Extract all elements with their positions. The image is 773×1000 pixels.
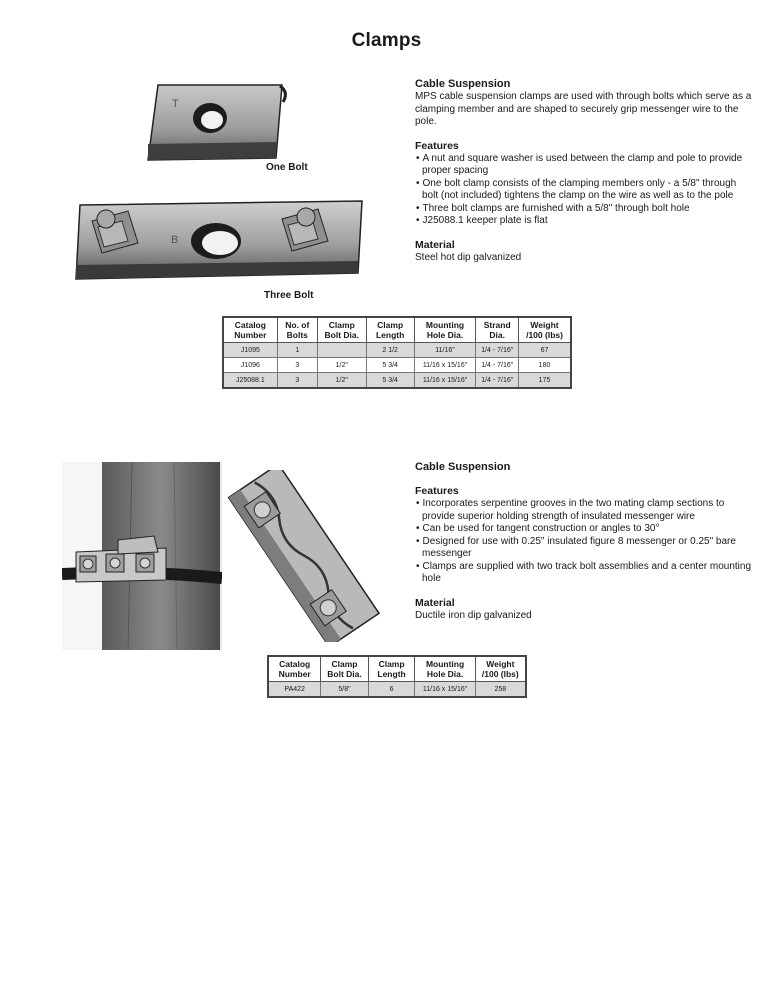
page-title: Clamps [351,30,422,51]
table-cell: 1/2" [317,358,366,373]
table-header: Clamp Length [366,317,414,343]
table-row [268,682,526,698]
table-cell: 11/16 x 15/16" [414,373,476,389]
section1-material: Steel hot dip galvanized [415,251,522,263]
list-item: • Designed for use with 0.25" insulated figure 8 messenger or 0.25" bare messenger [415,536,755,561]
table-cell: 67 [519,343,571,358]
table-cell: 1/4 - 7/16" [476,373,519,389]
table-header: Clamp Bolt Dia. [317,317,366,343]
three-bolt-clamp-image [70,193,370,285]
table-cell: 11/16 x 15/16" [414,358,476,373]
table-row [223,373,571,389]
three-bolt-plate-mark: B [171,234,179,246]
table-cell: 1 [277,343,317,358]
one-bolt-clamp-image [140,82,290,164]
table-header-row [223,317,571,343]
three-bolt-caption: Three Bolt [264,290,314,301]
table-header: Clamp Length [368,656,415,682]
list-item: • A nut and square washer is used between the clamp and pole to provide proper spacing [415,153,755,178]
list-item: • Incorporates serpentine grooves in the two mating clamp sections to provide superior holding strength of insulated messenger wire [415,498,755,523]
table-cell: 180 [519,358,571,373]
table-header: Weight /100 (lbs) [519,317,571,343]
section2-material-heading: Material [415,596,455,609]
table-header: No. of Bolts [277,317,317,343]
table-cell: 2 1/2 [366,343,414,358]
section1-text [415,78,755,264]
table-header: Catalog Number [223,317,277,343]
table-cell: 11/16" [414,343,476,358]
section2-text [415,461,755,622]
section2-features-list [415,498,755,586]
table-cell: 5/8" [321,682,368,698]
table-header: Catalog Number [268,656,321,682]
section1-features-list [415,153,755,228]
section1-heading: Cable Suspension [415,78,511,90]
table-cell: J1095 [223,343,277,358]
serpentine-clamp-image [222,470,384,642]
table-cell [317,343,366,358]
table-cell: 258 [475,682,526,698]
table-cell: 175 [519,373,571,389]
section1-description: MPS cable suspension clamps are used with through bolts which serve as a clamping member and are shaped to securely grip messenger wire to the pole. [415,91,752,127]
table-cell: 5 3/4 [366,358,414,373]
table-header: Weight /100 (lbs) [475,656,526,682]
table-row [223,358,571,373]
section1-material-heading: Material [415,238,455,251]
section2-material: Ductile iron dip galvanized [415,609,532,621]
list-item: • Clamps are supplied with two track bolt assemblies and a center mounting hole [415,561,755,586]
table-cell: 3 [277,373,317,389]
table-cell: J1096 [223,358,277,373]
table-cell: PA422 [268,682,321,698]
section2-features-heading: Features [415,485,459,497]
table-cell: 5 3/4 [366,373,414,389]
table-cell: 1/4 - 7/16" [476,343,519,358]
table-cell: 3 [277,358,317,373]
list-item: • Three bolt clamps are furnished with a 5/8" through bolt hole [415,203,755,216]
section1-features-heading: Features [415,139,459,152]
table-header: Clamp Bolt Dia. [321,656,368,682]
table-header: Strand Dia. [476,317,519,343]
one-bolt-caption: One Bolt [266,162,308,173]
table-header-row [268,656,526,682]
table-cell: 6 [368,682,415,698]
list-item: • One bolt clamp consists of the clamping members only - a 5/8" through bolt (not included) tightens the clamp on the wire as well as to the pole [415,178,755,203]
one-bolt-plate-mark: T [172,98,179,110]
pole-mounted-clamp-image [62,462,222,650]
section2-spec-table [267,655,527,698]
list-item: • J25088.1 keeper plate is flat [415,215,755,228]
table-cell: 1/4 - 7/16" [476,358,519,373]
table-row [223,343,571,358]
table-header: Mounting Hole Dia. [414,317,476,343]
section1-spec-table [222,316,572,389]
table-cell: 1/2" [317,373,366,389]
table-cell: 11/16 x 15/16" [415,682,475,698]
table-cell: J25088.1 [223,373,277,389]
section2-heading: Cable Suspension [415,461,511,473]
list-item: • Can be used for tangent construction or angles to 30° [415,523,755,536]
table-header: Mounting Hole Dia. [415,656,475,682]
